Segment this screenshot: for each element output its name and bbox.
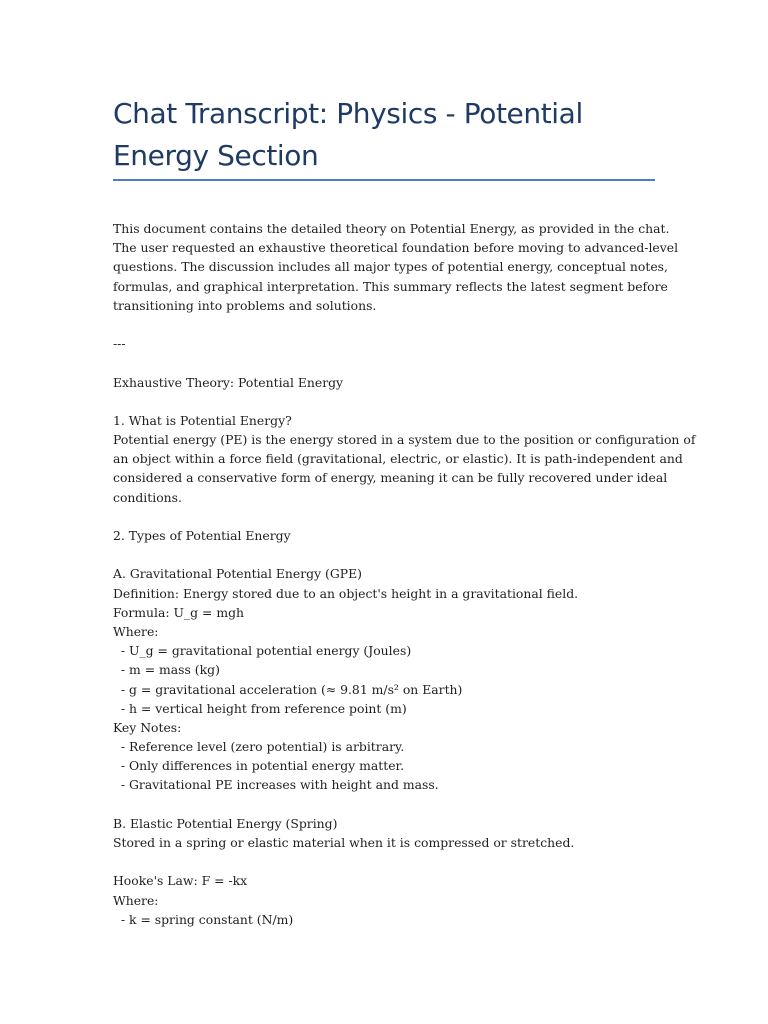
spacer: [113, 353, 673, 372]
note-item: - Only differences in potential energy matter.: [113, 758, 405, 774]
section-heading: Exhaustive Theory: Potential Energy: [113, 374, 344, 390]
paragraph-line: an object within a force field (gravitational, electric, or elastic). It is path-independent and: [113, 451, 683, 467]
subsection-heading: 2. Types of Potential Energy: [113, 528, 291, 543]
gpe-section: [113, 564, 673, 794]
variable-item: - U_g = gravitational potential energy (Joules): [113, 643, 412, 659]
variable-item: - g = gravitational acceleration (≈ 9.81 m/s² on Earth): [113, 681, 463, 697]
epe-definition: Stored in a spring or elastic material when it is compressed or stretched.: [113, 835, 575, 850]
gpe-formula: Formula: U_g = mgh: [113, 604, 244, 620]
epe-heading: B. Elastic Potential Energy (Spring): [113, 815, 338, 831]
document-title: [113, 93, 658, 177]
gpe-definition: Definition: Energy stored due to an object's height in a gravitational field.: [113, 585, 579, 601]
paragraph-line: considered a conservative form of energy, meaning it can be fully recovered under ideal: [113, 470, 668, 486]
spacer: [113, 852, 673, 871]
note-item: - Gravitational PE increases with height and mass.: [113, 777, 439, 793]
gpe-heading: A. Gravitational Potential Energy (GPE): [113, 566, 362, 582]
variable-item: - h = vertical height from reference point (m): [113, 700, 407, 716]
spacer: [113, 507, 673, 526]
key-notes-label: Key Notes:: [113, 719, 182, 735]
subsection-heading: 1. What is Potential Energy?: [113, 412, 292, 428]
epe-section: [113, 814, 673, 929]
intro-line: This document contains the detailed theory on Potential Energy, as provided in the chat.: [113, 221, 670, 236]
title-underline: [113, 179, 655, 181]
separator: ---: [113, 336, 126, 352]
hookes-law: Hooke's Law: F = -kx: [113, 873, 248, 889]
spacer: [113, 392, 673, 411]
variable-item: - k = spring constant (N/m): [113, 911, 294, 927]
intro-line: questions. The discussion includes all major types of potential energy, conceptual notes,: [113, 259, 668, 275]
spacer: [113, 315, 673, 334]
intro-paragraph: [113, 219, 679, 315]
where-label: Where:: [113, 623, 159, 639]
what-is-pe-section: [113, 411, 696, 507]
intro-line: transitioning into problems and solutions.: [113, 297, 377, 313]
spacer: [113, 795, 673, 814]
paragraph-line: conditions.: [113, 489, 182, 505]
note-item: - Reference level (zero potential) is arbitrary.: [113, 739, 405, 755]
intro-line: formulas, and graphical interpretation. This summary reflects the latest segment before: [113, 278, 668, 294]
document-body: [113, 219, 696, 929]
intro-line: The user requested an exhaustive theoretical foundation before moving to advanced-level: [113, 240, 679, 256]
paragraph-line: Potential energy (PE) is the energy stored in a system due to the position or configuration of: [113, 432, 696, 448]
title-line-1: Chat Transcript: Physics - Potential: [113, 97, 583, 130]
title-line-2: Energy Section: [113, 139, 319, 172]
variable-item: - m = mass (kg): [113, 662, 220, 678]
spacer: [113, 545, 673, 564]
where-label: Where:: [113, 892, 159, 908]
